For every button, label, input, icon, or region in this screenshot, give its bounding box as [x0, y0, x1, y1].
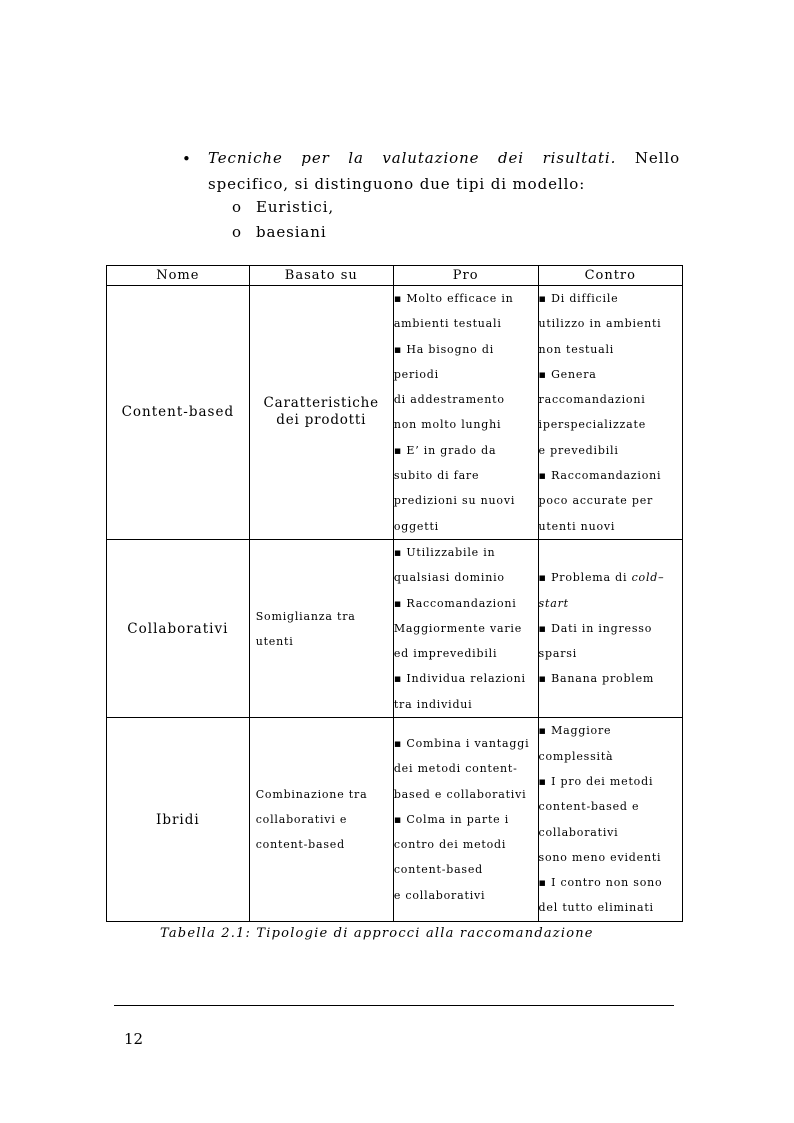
pro-line: ▪ Individua relazioni [393, 672, 526, 686]
basis-line: collaborativi e [255, 813, 348, 827]
pro-line: ▪ E’ in grado da [393, 443, 497, 457]
contro-line: utenti nuovi [538, 519, 616, 533]
contro-line [539, 591, 682, 616]
row-basis [249, 718, 393, 922]
pro-cell [393, 539, 538, 717]
contro-line [539, 565, 682, 590]
contro-line: poco accurate per [538, 494, 654, 508]
header-basato-su: Basato su [249, 266, 393, 286]
bullet-paragraph [208, 145, 680, 197]
pro-line: non molto lunghi [393, 418, 502, 432]
contro-line: iperspecializzate [538, 418, 647, 432]
basis-line: Combinazione tra [255, 788, 368, 802]
row-name: Content-based [107, 286, 250, 540]
pro-line: qualsiasi dominio [393, 571, 505, 585]
pro-line: periodi [393, 367, 439, 381]
pro-line: content-based [393, 863, 484, 877]
contro-line: raccomandazioni [538, 393, 646, 407]
pro-line: dei metodi content- [393, 762, 518, 776]
pro-line: subito di fare [393, 469, 480, 483]
contro-line: e prevedibili [538, 443, 619, 457]
pro-line: Maggiormente varie [393, 621, 523, 635]
sub-list-item [232, 220, 327, 244]
pro-line: ▪ Combina i vantaggi [393, 737, 530, 750]
contro-line: complessità [538, 749, 614, 763]
contro-cell [538, 286, 682, 540]
contro-line: del tutto eliminati [538, 901, 654, 915]
pro-line: ▪ Molto efficace in [393, 292, 514, 305]
pro-line: based e collaborativi [393, 787, 527, 801]
basis-line: utenti [255, 634, 294, 648]
circle-marker-icon: o [232, 223, 242, 241]
table-row [107, 286, 683, 540]
basis-line: content-based [255, 838, 345, 852]
comparison-table [106, 265, 683, 922]
pro-line: ▪ Colma in parte i [393, 812, 510, 826]
contro-cell [538, 718, 682, 922]
sub-item-label: baesiani [256, 223, 327, 241]
basis-line: Somiglianza tra [255, 609, 356, 623]
header-nome: Nome [107, 266, 250, 286]
bullet-dot-icon: • [182, 150, 191, 168]
pro-line: di addestramento [393, 393, 505, 407]
contro-line: utilizzo in ambienti [538, 317, 662, 331]
contro-line: ▪ Genera [538, 367, 597, 381]
pro-line: ambienti testuali [393, 317, 502, 331]
bullet-text: Nello specifico, si distinguono due tipi di modello: [208, 149, 681, 193]
contro-italic-term: start [538, 596, 569, 610]
pro-line: ▪ Ha bisogno di [393, 342, 495, 356]
pro-line: ▪ Raccomandazioni [393, 596, 517, 610]
contro-prefix: ▪ Problema di [538, 571, 632, 585]
row-name: Collaborativi [107, 539, 250, 717]
pro-line: predizioni su nuovi [393, 494, 516, 508]
contro-line: non testuali [538, 342, 615, 356]
pro-line: tra individui [393, 697, 473, 711]
table-caption: Tabella 2.1: Tipologie di approcci alla raccomandazione [160, 926, 594, 941]
circle-marker-icon: o [232, 198, 242, 216]
contro-italic-term: cold– [631, 571, 665, 585]
row-name: Ibridi [107, 718, 250, 922]
pro-line: oggetti [393, 519, 439, 533]
contro-line: collaborativi [538, 825, 619, 839]
contro-line: ▪ Maggiore [538, 724, 612, 738]
page-number: 12 [124, 1030, 144, 1048]
contro-line: ▪ Raccomandazioni [538, 469, 662, 483]
contro-line: content-based e [538, 800, 640, 814]
pro-cell [393, 286, 538, 540]
sub-list-item [232, 195, 334, 219]
table-row [107, 539, 683, 717]
contro-line: ▪ Dati in ingresso [538, 621, 653, 635]
contro-line: sparsi [538, 647, 578, 661]
footer-divider [114, 1005, 674, 1006]
pro-cell [393, 718, 538, 922]
sub-item-label: Euristici, [256, 198, 335, 216]
table-row [107, 718, 683, 922]
contro-line: ▪ Banana problem [538, 672, 655, 686]
header-contro: Contro [538, 266, 682, 286]
pro-line: ▪ Utilizzabile in [393, 545, 496, 559]
bullet-italic-lead: Tecniche per la valutazione dei risultati. [208, 149, 617, 167]
table-header-row [107, 266, 683, 286]
row-basis: Caratteristiche dei prodotti [249, 286, 393, 540]
header-pro: Pro [393, 266, 538, 286]
pro-line: e collaborativi [393, 888, 486, 902]
contro-line: ▪ Di difficile [538, 292, 619, 305]
contro-cell [538, 539, 682, 717]
pro-line: contro dei metodi [393, 838, 507, 852]
pro-line: ed imprevedibili [393, 647, 498, 661]
row-basis [249, 539, 393, 717]
contro-line: sono meno evidenti [538, 850, 662, 864]
contro-line: ▪ I pro dei metodi [538, 774, 654, 788]
contro-line: ▪ I contro non sono [538, 876, 663, 890]
